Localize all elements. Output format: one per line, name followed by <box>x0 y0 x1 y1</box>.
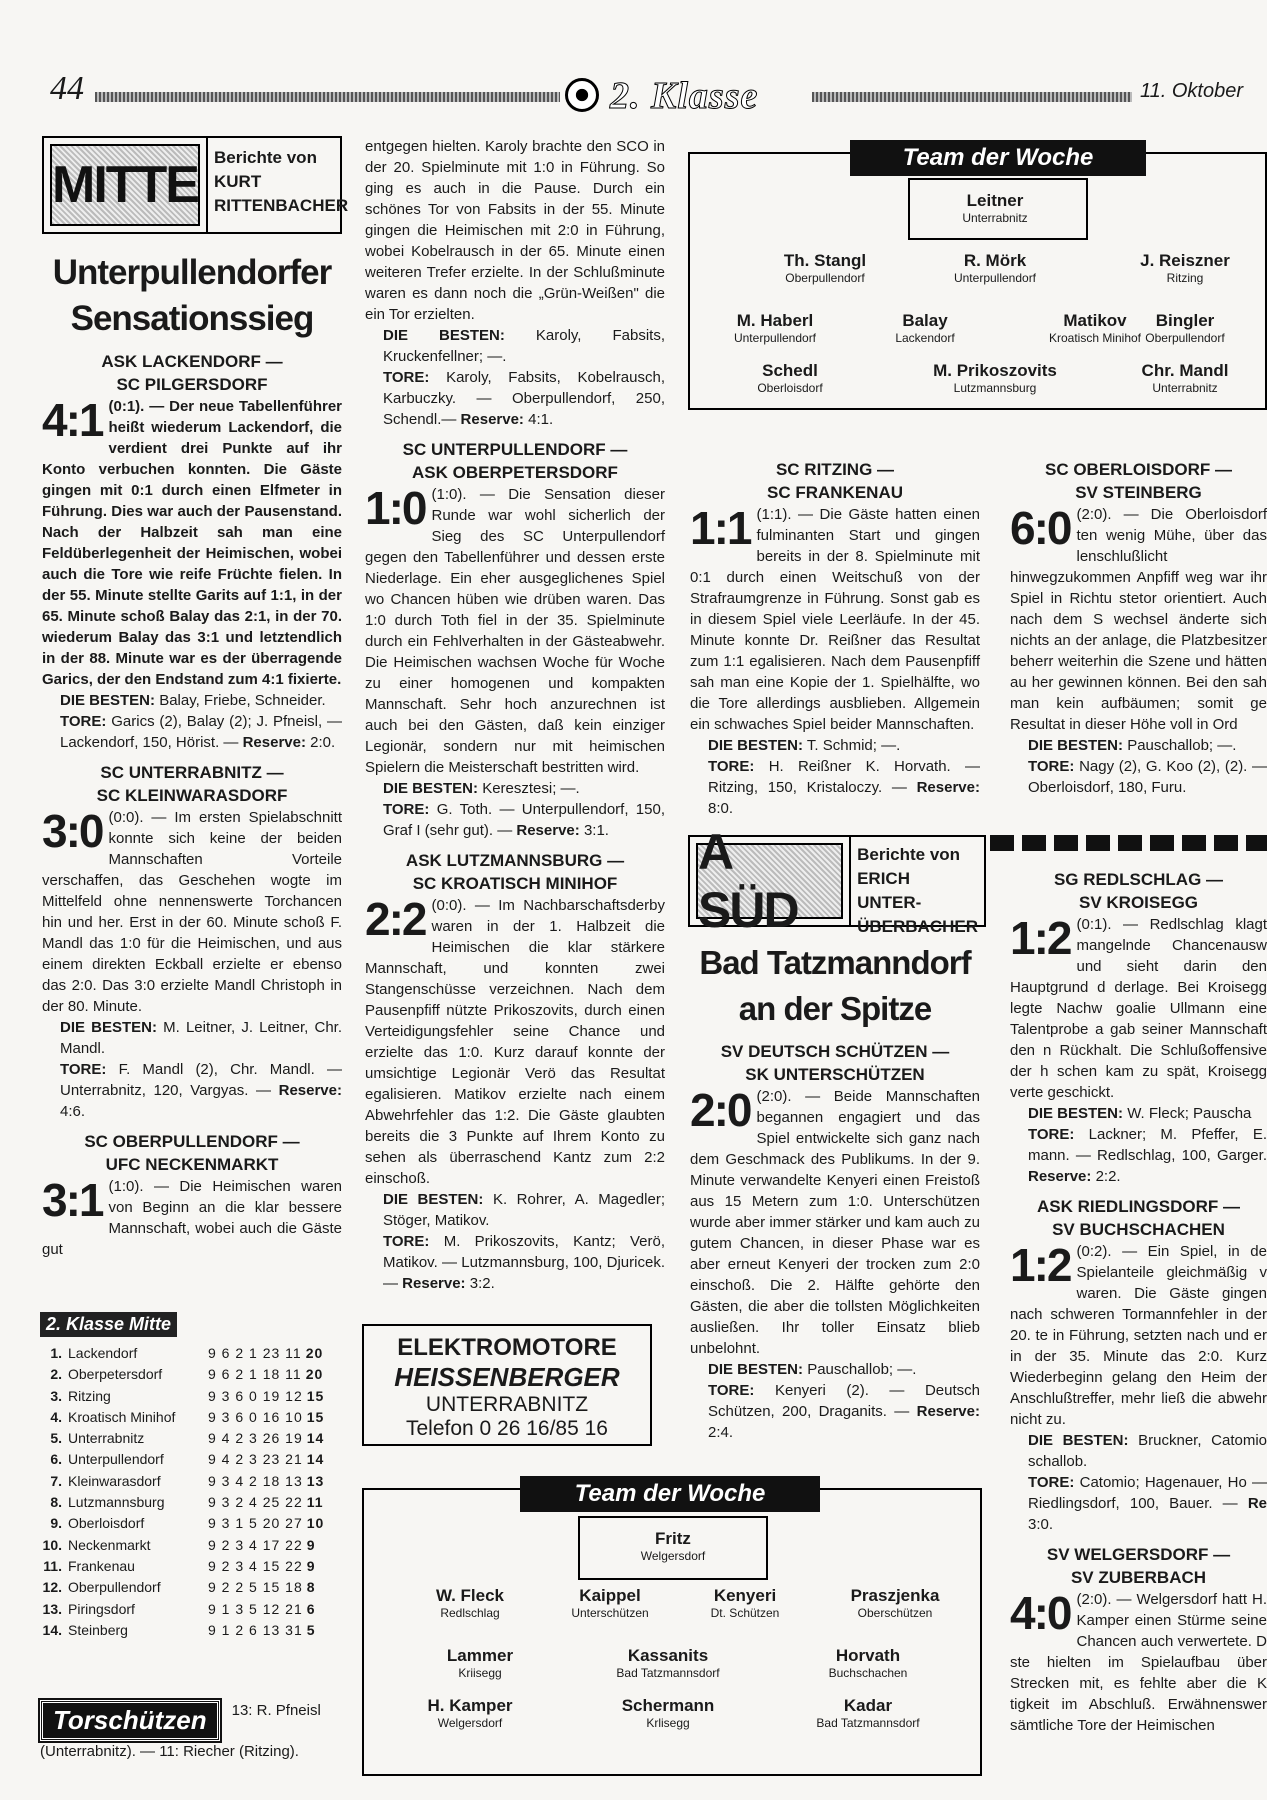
headline-mitte: Unterpullendorfer Sensationssieg <box>52 253 332 338</box>
column-5 <box>690 940 980 1443</box>
match-report: 1:1 (1:1). — Die Gäste hatten einen fulminanten Start und gingen bereits in der 8. Spielminute mit 0:1 durch einen Weitschuß von der Strafraumgrenze in Führung. Sonst gab es in diesem Spiel viele Leerläufe. In der 45. Minute konnte Dr. Reißner das Resultat zum 1:1 egalisieren. Nach dem Pausenpfiff sah man eine Kopie der 1. Spielhälfte, wo die Tore allerdings ausblieben. Allgemein ein schwaches Spiel beider Mannschaften. <box>690 502 980 733</box>
team-of-week-player <box>810 1585 980 1621</box>
best-players: DIE BESTEN: W. Fleck; Pauscha <box>1028 1105 1252 1122</box>
page-number: 44 <box>50 70 84 107</box>
match-score: 4:0 <box>1010 1587 1071 1639</box>
team-stats: 9 6 2 1 18 11 20 <box>208 1366 324 1383</box>
team-name: Ritzing <box>68 1387 111 1404</box>
match-score: 1:2 <box>1010 1239 1071 1291</box>
match-report: 2:0 (2:0). — Beide Mannschaften begannen engagiert und das Spiel entwickelte sich ganz nach dem Geschmack des Publikums. In der 9. Minute verwandelte Kenyeri einen Freistoß aus 15 Metern zum 1:0. Unterschützen wurde aber immer stärker und kam auch zu gutem Chancen, in dieser Phase war es aber erneut Kenyeri der trocken zum 2:0 einschoß. Die 2. Hälfte gehörte den Gästen, die aber die tollsten Möglichkeiten ausließen. Ihr toller Einsatz blieb unbelohnt. <box>690 1084 980 1357</box>
standings-table <box>40 1312 340 1641</box>
best-players: DIE BESTEN: Karoly, Fabsits, Kruckenfellner; —. <box>383 327 665 365</box>
goals: TORE: Catomio; Hagenauer, Ho — Riedlingsdorf, 100, Bauer. — Re 3:0. <box>1028 1474 1267 1533</box>
team-stats: 9 3 6 0 19 12 15 <box>208 1387 325 1404</box>
section-title: 2. Klasse <box>610 75 759 117</box>
goals: TORE: H. Reißner K. Horvath. — Ritzing, 150, Kristaloczy. — Reserve: 8:0. <box>708 758 980 817</box>
team-of-week-player <box>840 310 1010 346</box>
player-club: Redlschlag <box>440 1606 500 1620</box>
player-name: Balay <box>902 311 948 330</box>
header-rule-left <box>95 92 560 102</box>
top-scorers <box>40 1700 340 1762</box>
table-row <box>40 1556 340 1577</box>
mitte-label: MITTE <box>50 144 200 226</box>
team-stats: 9 3 2 4 25 22 11 <box>208 1494 324 1511</box>
team-of-week-player <box>395 1645 565 1681</box>
team-stats: 9 1 2 6 13 31 5 <box>208 1621 316 1638</box>
goals: TORE: Nagy (2), G. Koo (2), (2). — Oberloisdorf, 180, Furu. <box>1028 758 1267 796</box>
goals: TORE: M. Prikoszovits, Kantz; Verö, Matikov. — Lutzmannsburg, 100, Djuricek. — Reserve: 3:2. <box>383 1233 665 1292</box>
player-club: Krlisegg <box>646 1716 690 1730</box>
team-name: Piringsdorf <box>68 1600 135 1617</box>
table-row <box>40 1577 340 1598</box>
player-name: J. Reiszner <box>1140 251 1230 270</box>
team-of-week-player <box>910 190 1080 226</box>
match-score: 2:2 <box>365 893 426 945</box>
byline-intro: Berichte von <box>857 845 961 864</box>
team-of-week-player <box>740 250 910 286</box>
table-row <box>40 1386 340 1407</box>
match-report: 3:1 (1:0). — Die Heimischen waren von Beginn an die klar bessere Mannschaft, wobei auch die Gäste gut <box>42 1174 342 1258</box>
rank: 6. <box>50 1451 62 1468</box>
table-row <box>40 1535 340 1556</box>
column-4 <box>1010 450 1267 798</box>
player-club: Unterschützen <box>571 1606 649 1620</box>
match-score: 3:1 <box>42 1174 103 1226</box>
team-of-week-title: Team der Woche <box>520 1476 820 1512</box>
table-row <box>40 1449 340 1470</box>
team-stats: 9 3 4 2 18 13 13 <box>208 1472 325 1489</box>
match-report: 6:0 (2:0). — Die Oberloisdorf ten wenig Mühe, über das lenschlußlicht hinwegzukommen Anpfiff weg war ihr Spiel in Richtu stetor orientiert. Auch nach dem S wechsel änderte sich nichts an der anlage, die Platzbesitzer beherr weiterhin die Szene und hätten au her gewinnen können. Bei den sah man kein aufbäumen; somit ge Resultat in dieser Höhe voll in Ord <box>1010 502 1267 733</box>
rank: 1. <box>50 1345 62 1361</box>
team-of-week-player <box>583 1695 753 1731</box>
table-row <box>40 1343 340 1364</box>
column-3 <box>690 450 980 819</box>
rank: 9. <box>50 1515 62 1532</box>
column-1 <box>42 250 342 1260</box>
team-of-week-player <box>1100 310 1267 346</box>
team-of-week-player <box>588 1528 758 1564</box>
player-club: Kroatisch Minihof <box>1048 331 1142 345</box>
team-of-week-player <box>910 250 1080 286</box>
team-name: Kleinwarasdorf <box>68 1472 161 1489</box>
player-name: Kadar <box>843 1696 893 1715</box>
byline-author-first: KURT <box>213 172 262 191</box>
soccer-ball-icon <box>565 78 599 112</box>
player-club: Welgersdorf <box>640 1549 706 1563</box>
rank: 10. <box>42 1536 62 1553</box>
best-players: DIE BESTEN: Pauschallob; —. <box>1028 737 1237 754</box>
goals: TORE: Kenyeri (2). — Deutsch Schützen, 200, Draganits. — Reserve: 2:4. <box>708 1382 981 1441</box>
ad-location: UNTERRABNITZ <box>425 1393 589 1416</box>
match-title: SC OBERLOISDORF — SV STEINBERG <box>1044 460 1232 502</box>
match-title: SV DEUTSCH SCHÜTZEN — SK UNTERSCHÜTZEN <box>720 1042 950 1084</box>
team-of-week-player <box>1100 250 1267 286</box>
ad-line-1: ELEKTROMOTORE <box>397 1334 617 1361</box>
player-name: Kenyeri <box>713 1586 777 1605</box>
match-title: ASK LUTZMANNSBURG — SC KROATISCH MINIHOF <box>405 851 625 893</box>
player-club: Bad Tatzmannsdorf <box>816 1716 920 1730</box>
match-title: ASK LACKENDORF — SC PILGERSDORF <box>101 352 283 394</box>
player-club: Oberschützen <box>857 1606 933 1620</box>
mitte-section-box <box>42 136 349 234</box>
team-name: Lackendorf <box>68 1345 138 1361</box>
goals: TORE: Karoly, Fabsits, Kobelrausch, Karbuczky. — Oberpullendorf, 250, Schendl.— Reserve: 4:1. <box>383 369 665 428</box>
player-club: Lackendorf <box>895 331 955 345</box>
rank: 5. <box>50 1430 62 1447</box>
team-name: Neckenmarkt <box>68 1536 151 1553</box>
player-club: Oberpullendorf <box>785 271 865 285</box>
match-report: 1:2 (0:1). — Redlschlag klagt mangelnde Chancenausw und sieht darin den Hauptgrund d derlage. Bei Kroisegg legte Nachw goalie Ullmann eine Talentprobe a gab seiner Mannschaft den n Rückhalt. Die Schlußoffensive der h schen kam zu spät, Kroisegg verte geschickt. <box>1010 912 1267 1101</box>
player-name: Th. Stangl <box>783 251 867 270</box>
player-name: Matikov <box>1063 311 1127 330</box>
rank: 11. <box>43 1557 62 1574</box>
match-title: SV WELGERSDORF — SV ZUBERBACH <box>1046 1545 1231 1587</box>
team-name: Oberpetersdorf <box>68 1366 163 1383</box>
best-players: DIE BESTEN: Keresztesi; —. <box>383 780 580 797</box>
top-scorers-text: 13: R. Pfneisl (Unterrabnitz). — 11: Riecher (Ritzing). <box>40 1702 321 1760</box>
team-stats: 9 3 6 0 16 10 15 <box>208 1408 325 1425</box>
match-title: SC UNTERRABNITZ — SC KLEINWARASDORF <box>96 763 288 805</box>
match-report: 3:0 (0:0). — Im ersten Spielabschnitt konnte sich keine der beiden Mannschaften Vorteile verschaffen, das Geschehen wogte im Mittelfeld ohne nennenswerte Torchancen hin und her. Erst in der 60. Minute schoß F. Mandl das 1:0 für die Heimischen, und aus einem direkten Eckball erzielte er ebenso das 2:0. Das 3:0 erzielte Mandl Christoph in der 80. Minute. <box>42 805 342 1015</box>
team-stats: 9 1 3 5 12 21 6 <box>208 1600 316 1617</box>
player-club: Oberpullendorf <box>1145 331 1225 345</box>
player-name: Praszjenka <box>850 1586 940 1605</box>
goals: TORE: G. Toth. — Unterpullendorf, 150, Graf I (sehr gut). — Reserve: 3:1. <box>383 801 665 839</box>
team-of-week-player <box>783 1695 953 1731</box>
headline-a-sued: Bad Tatzmanndorf an der Spitze <box>699 944 971 1027</box>
rank: 4. <box>50 1408 62 1425</box>
match-report: 1:0 (1:0). — Die Sensation dieser Runde war wohl sicherlich der Sieg des SC Unterpullendorf gegen den Tabellenführer und dessen erste Niederlage. Ein eher ausgeglichenes Spiel wo Chancen hüben wie drüben waren. Das 1:0 durch Toth fiel in der 35. Spielminute durch ein Fehlverhalten in der Gästeabwehr. Die Heimischen wachsen Woche für Woche zu einer homogenen und kompakten Mannschaft. Sehr hoch anzurechnen ist auch bei den Gästen, daß kein einziger Legionär, sondern nur mit heimischen Spielern die Meisterschaft bestritten wird. <box>365 482 665 776</box>
player-name: Schermann <box>621 1696 715 1715</box>
byline-intro: Berichte von <box>213 148 317 167</box>
standings-title: 2. Klasse Mitte <box>40 1312 177 1337</box>
team-of-week-player <box>1100 360 1267 396</box>
player-name: Horvath <box>835 1646 901 1665</box>
team-name: Unterrabnitz <box>68 1430 145 1447</box>
team-name: Oberloisdorf <box>68 1515 145 1532</box>
player-club: Dt. Schützen <box>710 1606 780 1620</box>
match-title: SC RITZING — SC FRANKENAU <box>767 460 903 502</box>
match-score: 1:0 <box>365 482 426 534</box>
table-row <box>40 1492 340 1513</box>
team-of-week-player <box>385 1695 555 1731</box>
rank: 2. <box>50 1366 62 1383</box>
best-players: DIE BESTEN: Balay, Friebe, Schneider. <box>60 692 326 709</box>
player-name: W. Fleck <box>435 1586 505 1605</box>
player-club: Buchschachen <box>828 1666 908 1680</box>
match-score: 3:0 <box>42 805 103 857</box>
match-report: 1:2 (0:2). — Ein Spiel, in de Spielanteile gleichmäßig v waren. Die Gäste gingen nach schweren Tormannfehler in der 20. te in Führung, setzten nach und er in der 35. Minute das 2:0. Kurz Wiederbeginn gelang den Heim der Anschlußtreffer, mehr ließ die abwehr nicht zu. <box>1010 1239 1267 1428</box>
player-club: Unterpullendorf <box>953 271 1037 285</box>
rank: 13. <box>42 1600 62 1617</box>
player-club: Oberloisdorf <box>757 381 823 395</box>
match-title: SG REDLSCHLAG — SV KROISEGG <box>1053 870 1224 912</box>
byline-author-first: ERICH UNTER- <box>857 869 922 912</box>
team-of-week-player <box>910 360 1080 396</box>
best-players: DIE BESTEN: Bruckner, Catomio schallob. <box>1028 1432 1267 1470</box>
player-name: Chr. Mandl <box>1141 361 1229 380</box>
table-row <box>40 1428 340 1449</box>
page-header <box>0 60 1267 130</box>
header-rule-right <box>812 92 1132 102</box>
table-row <box>40 1599 340 1620</box>
match-report: 4:0 (2:0). — Welgersdorf hatt H. Kamper einen Stürme seine Chancen auch verwertete. D ste hielten im Spielaufbau über Strecken mit, es fehlte aber die K tigkeit im Abschluß. Erwähnenswer sämtliche Tore der Heimischen <box>1010 1587 1267 1734</box>
player-name: R. Mörk <box>963 251 1027 270</box>
rank: 3. <box>50 1387 62 1404</box>
column-2 <box>365 136 665 1294</box>
table-row <box>40 1620 340 1641</box>
team-of-week-player <box>660 1585 830 1621</box>
player-name: Kassanits <box>627 1646 709 1665</box>
player-name: Kaippel <box>579 1586 641 1605</box>
team-of-week-player <box>705 360 875 396</box>
player-name: Schedl <box>762 361 818 380</box>
table-row <box>40 1364 340 1385</box>
match-report: 2:2 (0:0). — Im Nachbarschaftsderby waren in der 1. Halbzeit die Heimischen die klar stärkere Mannschaft, und konnten zwei Stangenschüsse verzeichnen. Nach dem Pausenpfiff nützte Prikoszovits, durch einen Verteidigungsfehler seine Chance und erzielte das 1:0. Kurz darauf konnte der umsichtige Legionär Verö das Resultat egalisieren. Matikov erzielte nach einem Abwehrfehler das 1:2. Die Gäste glaubten bereits die 3 Punkte auf Ihrem Konto zu sehen als überraschend Kantz zum 2:2 einschoß. <box>365 893 665 1187</box>
match-title: SC UNTERPULLENDORF — ASK OBERPETERSDORF <box>402 440 628 482</box>
team-of-week-player <box>783 1645 953 1681</box>
issue-date: 11. Oktober <box>1140 80 1244 102</box>
player-club: Unterrabnitz <box>1152 381 1218 395</box>
player-name: Bingler <box>1155 311 1215 330</box>
player-club: Kriisegg <box>458 1666 502 1680</box>
player-club: Unterrabnitz <box>962 211 1028 225</box>
table-row <box>40 1407 340 1428</box>
top-scorers-label: Torschützen <box>40 1700 220 1741</box>
player-name: M. Haberl <box>736 311 814 330</box>
player-club: Ritzing <box>1166 271 1204 285</box>
player-club: Bad Tatzmannsdorf <box>616 1666 720 1680</box>
match-report: 4:1 (0:1). — Der neue Tabellenführer heißt wiederum Lackendorf, die verdient drei Punkte auf ihr Konto verbuchen konnten. Die Gäste gingen mit 0:1 durch einen Elfmeter in Führung. Dies war auch der Pausenstand. Nach der Halbzeit sah man eine Feldüberlegenheit der Heimischen, wobei auch die Tore wie reife Früchte fielen. In der 55. Minute stellte Garits auf 1:1, in der 65. Minute schoß Balay das 2:1, in der 70. wiederum Balay das 3:1 und letztendlich in der 88. Minute war es der überragende Garics, der den Endstand zum 4:1 fixierte. <box>42 394 342 688</box>
rank: 12. <box>42 1579 62 1596</box>
byline-author-last: ÜBERBACHER <box>857 917 978 936</box>
byline-author-last: RITTENBACHER <box>213 196 349 215</box>
player-club: Lutzmannsburg <box>953 381 1037 395</box>
match-score: 1:2 <box>1010 912 1071 964</box>
match-score: 6:0 <box>1010 502 1071 554</box>
best-players: DIE BESTEN: K. Rohrer, A. Magedler; Stöger, Matikov. <box>383 1191 665 1229</box>
team-stats: 9 3 1 5 20 27 10 <box>208 1515 325 1532</box>
team-stats: 9 2 2 5 15 18 8 <box>208 1579 316 1596</box>
team-stats: 9 4 2 3 23 21 14 <box>208 1451 325 1468</box>
a-sued-byline <box>849 837 984 936</box>
match-score: 2:0 <box>690 1084 751 1136</box>
goals: TORE: Garics (2), Balay (2); J. Pfneisl, — Lackendorf, 150, Hörist. — Reserve: 2:0. <box>60 713 342 751</box>
advertisement <box>362 1324 652 1446</box>
best-players: DIE BESTEN: M. Leitner, J. Leitner, Chr. Mandl. <box>60 1019 343 1057</box>
table-row <box>40 1471 340 1492</box>
match-score: 1:1 <box>690 502 751 554</box>
team-name: Kroatisch Minihof <box>68 1408 176 1425</box>
divider-blocks <box>990 835 1267 851</box>
ad-brand: HEISSENBERGER <box>394 1362 620 1392</box>
player-club: Welgersdorf <box>437 1716 503 1730</box>
team-stats: 9 2 3 4 15 22 9 <box>208 1557 316 1574</box>
ad-phone: Telefon 0 26 16/85 16 <box>405 1417 608 1440</box>
team-name: Oberpullendorf <box>68 1579 161 1596</box>
team-name: Steinberg <box>68 1621 128 1638</box>
a-sued-section-box <box>688 824 986 938</box>
team-name: Frankenau <box>68 1557 135 1574</box>
goals: TORE: Lackner; M. Pfeffer, E. mann. — Redlschlag, 100, Garger. Reserve: 2:2. <box>1028 1126 1267 1185</box>
team-of-week-player <box>583 1645 753 1681</box>
player-name: H. Kamper <box>427 1696 513 1715</box>
best-players: DIE BESTEN: Pauschallob; —. <box>708 1361 917 1378</box>
match-report-continued: entgegen hielten. Karoly brachte den SCO in der 20. Spielminute mit 1:0 in Führung. So ging es auch in die Pause. Durch ein schönes Tor von Fabsits in der 55. Minute gingen die Heimischen mit 2:0 in Führung, wobei Kobelrausch in der 65. Minute einen weiteren Trefer erzielte. In der Schlußminute waren es dann noch die „Grün-Weißen" die ein Tor erzielten. <box>365 138 665 323</box>
table-row <box>40 1513 340 1534</box>
team-stats: 9 2 3 4 17 22 9 <box>208 1536 316 1553</box>
team-of-week-title: Team der Woche <box>850 140 1146 176</box>
team-name: Lutzmannsburg <box>68 1494 165 1511</box>
match-title: ASK RIEDLINGSDORF — SV BUCHSCHACHEN <box>1036 1197 1241 1239</box>
column-6 <box>1010 860 1267 1736</box>
player-name: Lammer <box>446 1646 514 1665</box>
a-sued-label: A SÜD <box>696 843 843 919</box>
player-name: Fritz <box>655 1529 691 1548</box>
team-stats: 9 6 2 1 23 11 20 <box>208 1345 324 1361</box>
rank: 7. <box>50 1472 62 1489</box>
best-players: DIE BESTEN: T. Schmid; —. <box>708 737 901 754</box>
player-name: Leitner <box>966 191 1024 210</box>
player-club: Unterpullendorf <box>733 331 817 345</box>
mitte-byline <box>206 138 354 232</box>
rank: 14. <box>42 1621 62 1638</box>
team-of-week-player <box>690 310 860 346</box>
goals: TORE: F. Mandl (2), Chr. Mandl. — Unterrabnitz, 120, Vargyas. — Reserve: 4:6. <box>60 1061 342 1120</box>
match-title: SC OBERPULLENDORF — UFC NECKENMARKT <box>84 1132 300 1174</box>
rank: 8. <box>50 1494 62 1511</box>
team-stats: 9 4 2 3 26 19 14 <box>208 1430 325 1447</box>
match-score: 4:1 <box>42 394 103 446</box>
team-name: Unterpullendorf <box>68 1451 164 1468</box>
player-name: M. Prikoszovits <box>933 361 1057 380</box>
